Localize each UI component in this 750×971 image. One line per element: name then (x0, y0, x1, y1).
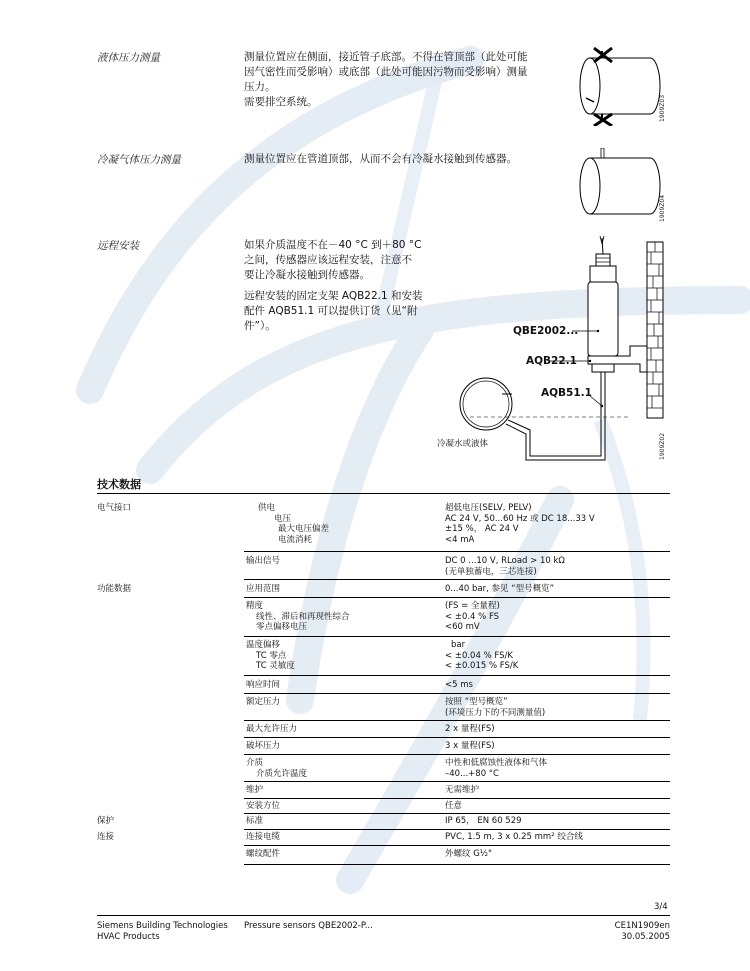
table-row-maintenance-values (445, 785, 479, 796)
value-text: <5 ms (445, 680, 473, 690)
param-label: TC 灵敏度 (256, 661, 295, 671)
text-line: 测量位置应在管道顶部，从而不会有冷凝水接触到传感器。 (244, 153, 517, 165)
text-line: 需要排空系统。 (244, 96, 318, 108)
param-label: 连接电缆 (246, 832, 281, 842)
value-text: (环境压力下的不同测量值) (445, 707, 546, 718)
value-text: bar (451, 640, 466, 650)
row-divider (244, 754, 670, 755)
value-text: DC 0 ...10 V, RLoad > 10 kΩ (445, 556, 565, 566)
footer-company-block (97, 921, 228, 943)
footer-doc-number: CE1N1909en (614, 921, 670, 931)
label-sensor: QBE2002... (513, 325, 579, 337)
figure-code: 1909Z03 (659, 94, 666, 122)
category-electrical: 电气接口 (97, 503, 132, 513)
param-label: TC 零点 (256, 650, 287, 661)
value-text: <60 mV (445, 622, 480, 632)
section-label-condensing-gas: 冷凝气体压力测量 (97, 154, 181, 166)
param-label: 响应时间 (246, 680, 281, 690)
param-label: 安装方位 (246, 801, 281, 811)
pipe-figure-liquid (572, 44, 672, 126)
category-protection: 保护 (97, 816, 115, 826)
param-label: 介质允许温度 (256, 768, 308, 779)
value-text: 任意 (445, 801, 463, 811)
table-row-maintenance-param (246, 785, 263, 796)
value-text: < ±0.4 % FS (445, 611, 500, 622)
value-text: PVC, 1.5 m, 3 x 0.25 mm² 绞合线 (445, 832, 583, 842)
footer-division: HVAC Products (97, 932, 160, 942)
category-function: 功能数据 (97, 584, 132, 594)
value-text: 超低电压(SELV, PELV) (445, 503, 532, 513)
table-row-thread-values (445, 849, 492, 860)
text-line: 之间，传感器应该远程安装，注意不 (244, 254, 412, 266)
footer-doc-block (560, 921, 670, 943)
table-row-standard-values (445, 816, 522, 827)
figure-code: 1909Z04 (659, 194, 666, 222)
table-row-output-values (445, 556, 565, 577)
row-divider (244, 864, 670, 865)
row-divider (244, 829, 670, 830)
param-label: 最大电压偏差 (278, 524, 330, 534)
table-row-nominal-values (445, 697, 545, 718)
table-row-tempdrift-values (445, 640, 518, 672)
table-row-orientation-values (445, 801, 462, 812)
text-line: 配件 AQB51.1 可以提供订货（见“附 (244, 305, 418, 317)
table-row-output-param (246, 556, 280, 567)
value-text: <4 mA (445, 534, 475, 545)
param-label: 供电 (258, 503, 276, 513)
param-label: 输出信号 (246, 556, 281, 566)
text-line: 压力。 (244, 81, 276, 93)
table-row-nominal-param (246, 697, 280, 708)
footer-rule (97, 915, 670, 916)
table-row-orientation-param (246, 801, 280, 812)
page-number: 3/4 (654, 902, 668, 912)
table-row-standard-param (246, 816, 263, 827)
row-divider (244, 675, 670, 676)
table-row-medium-params (246, 758, 307, 779)
text-line: 如果介质温度不在－40 °C 到＋80 °C (244, 239, 422, 251)
row-divider (244, 845, 670, 846)
param-label: 精度 (246, 601, 264, 611)
value-text: (无单独蓄电，三芯连接) (445, 566, 537, 577)
text-line: 件”）。 (244, 320, 276, 332)
text-line: 测量位置应在侧面，接近管子底部。不得在管顶部（此处可能 (244, 51, 528, 63)
row-divider (244, 636, 670, 637)
table-row-tempdrift-params (246, 640, 295, 672)
param-label: 螺纹配件 (246, 849, 281, 859)
value-text: 中性和低腐蚀性液体和气体 (445, 758, 548, 768)
param-label: 额定压力 (246, 697, 281, 707)
table-row-accuracy-values (445, 601, 500, 633)
param-label: 应用范围 (246, 584, 281, 594)
table-row-burst-values (445, 741, 495, 752)
value-text: ±15 %， AC 24 V (445, 524, 519, 534)
section-label-liquid: 液体压力测量 (97, 52, 160, 64)
table-row-maxpressure-param (246, 724, 297, 735)
row-divider (244, 693, 670, 694)
section-label-remote-mounting: 远程安装 (97, 240, 139, 252)
value-text: 外螺纹 G½" (445, 849, 492, 859)
param-label: 破坏压力 (246, 741, 281, 751)
row-divider (244, 551, 670, 552)
label-fitting: AQB51.1 (541, 387, 592, 399)
section-heading-tech-data: 技术数据 (97, 478, 141, 491)
category-connection: 连接 (97, 832, 115, 842)
text-line: 远程安装的固定支架 AQB22.1 和安装 (244, 290, 423, 302)
table-row-supply-params (258, 503, 329, 545)
table-row-maxpressure-values (445, 724, 495, 735)
label-condensate: 冷凝水或液体 (437, 439, 489, 449)
value-text: < ±0.015 % FS/K (445, 661, 519, 671)
value-text: 无需维护 (445, 785, 480, 795)
param-label: 维护 (246, 785, 264, 795)
value-text: AC 24 V, 50...60 Hz 或 DC 18...33 V (445, 513, 595, 524)
row-divider (244, 781, 670, 782)
param-label: 介质 (246, 758, 264, 768)
param-label: 最大允许压力 (246, 724, 298, 734)
heading-rule (97, 493, 670, 494)
row-divider (244, 579, 670, 580)
table-row-burst-param (246, 741, 280, 752)
figure-code: 1909Z02 (659, 432, 666, 460)
remote-mounting-figure (430, 234, 670, 470)
table-row-range-values (445, 584, 554, 595)
row-divider (244, 720, 670, 721)
table-row-cable-values (445, 832, 583, 843)
row-divider (244, 737, 670, 738)
row-divider (244, 813, 670, 814)
value-text: 3 x 量程(FS) (445, 741, 495, 751)
param-label: 标准 (246, 816, 264, 826)
value-text: –40...+80 °C (445, 768, 499, 779)
param-label: 电流消耗 (278, 534, 313, 545)
table-row-medium-values (445, 758, 547, 779)
footer-date: 30.05.2005 (621, 932, 670, 942)
table-row-thread-param (246, 849, 280, 860)
table-row-response-param (246, 680, 280, 691)
value-text: < ±0.04 % FS/K (445, 650, 513, 661)
value-text: 2 x 量程(FS) (445, 724, 495, 734)
text-line: 要让冷凝水接触到传感器。 (244, 269, 370, 281)
row-divider (244, 798, 670, 799)
footer-doc-title: Pressure sensors QBE2002-P... (244, 921, 373, 931)
section-body-liquid (244, 50, 528, 110)
footer-company: Siemens Building Technologies (97, 921, 228, 931)
param-label: 零点偏移电压 (256, 622, 308, 632)
value-text: 按照 “型号概览” (445, 697, 508, 707)
param-label: 电压 (274, 513, 292, 524)
text-line: 因气密性而受影响）或底部（此处可能因污物而受影响）测量 (244, 66, 528, 78)
param-label: 温度偏移 (246, 640, 281, 650)
param-label: 线性、滞后和再现性综合 (256, 611, 350, 622)
table-row-cable-param (246, 832, 280, 843)
table-row-range-param (246, 584, 280, 595)
pipe-figure-gas (572, 148, 672, 228)
table-row-accuracy-params (246, 601, 350, 633)
label-bracket: AQB22.1 (526, 355, 577, 367)
row-divider (244, 597, 670, 598)
value-text: (FS = 全量程) (445, 601, 500, 611)
value-text: 0...40 bar, 参见 “型号概览” (445, 584, 555, 594)
section-body-remote-mounting (244, 238, 423, 334)
table-row-supply-values (445, 503, 595, 545)
value-text: IP 65， EN 60 529 (445, 816, 522, 826)
table-row-response-values (445, 680, 473, 691)
section-body-condensing-gas (244, 152, 517, 167)
